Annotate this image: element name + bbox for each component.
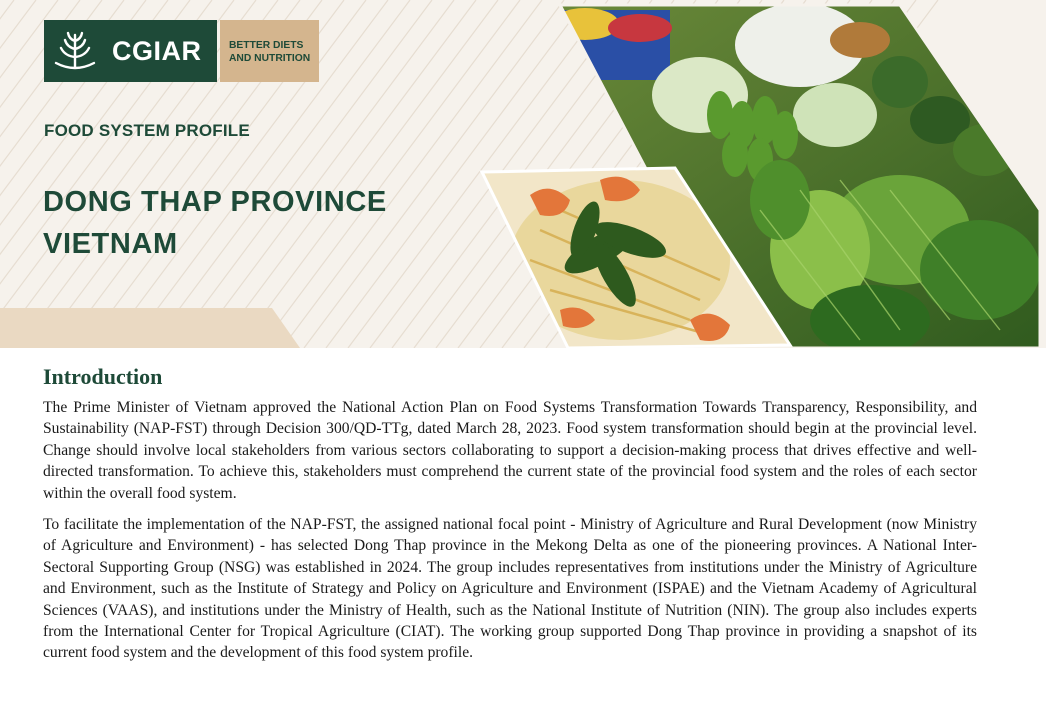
cover-header bbox=[0, 0, 1046, 348]
tan-accent-band bbox=[0, 308, 300, 348]
intro-paragraph-2: To facilitate the implementation of the NAP-FST, the assigned national focal point - Ministry of Agriculture and Rural Development (now Ministry of Agriculture and Environment) - has selected Dong Thap province in the Mekong Delta as one of the pioneering provinces. A National Inter-Sectoral Supporting Group (NSG) was established in 2024. The group includes representatives from institutions under the Ministry of Agriculture and Environment, such as the Institute of Strategy and Policy on Agriculture and Environment (ISPAE) and the Vietnam Academy of Agricultural Sciences (VAAS), and institutions under the Ministry of Health, such as the National Institute of Nutrition (NIN). The group also includes experts from the International Center for Tropical Agriculture (CIAT). The working group supported Dong Thap province in providing a snapshot of its current food system and the development of this food system profile. bbox=[43, 516, 977, 662]
title-line-2: VIETNAM bbox=[43, 228, 178, 260]
title-line-1: DONG THAP PROVINCE bbox=[43, 186, 387, 218]
tagline-line-1: BETTER DIETS bbox=[229, 40, 304, 51]
wheat-emblem-icon bbox=[50, 27, 100, 75]
cgiar-logo bbox=[44, 20, 217, 82]
introduction-section bbox=[43, 364, 977, 674]
intro-paragraph-1: The Prime Minister of Vietnam approved the National Action Plan on Food Systems Transformation Towards Transparency, Responsibility, and Sustainability (NAP-FST) through Decision 300/QD-TTg, dated March 28, 2023. Food system transformation should begin at the provincial level. Change should involve local stakeholders from various sectors collaborating to support a decision-making process that drives effective and well-directed transformation. To achieve this, stakeholders must comprehend the current state of the provincial food system and the roles of each sector within the overall food system. bbox=[43, 399, 977, 502]
profile-label: FOOD SYSTEM PROFILE bbox=[44, 121, 250, 140]
section-heading: Introduction bbox=[43, 364, 163, 389]
page-title bbox=[43, 181, 387, 265]
tagline-line-2: AND NUTRITION bbox=[229, 53, 311, 64]
logo-tagline bbox=[220, 20, 319, 82]
cover-photo bbox=[455, 0, 1046, 348]
logo-text: CGIAR bbox=[112, 36, 202, 66]
